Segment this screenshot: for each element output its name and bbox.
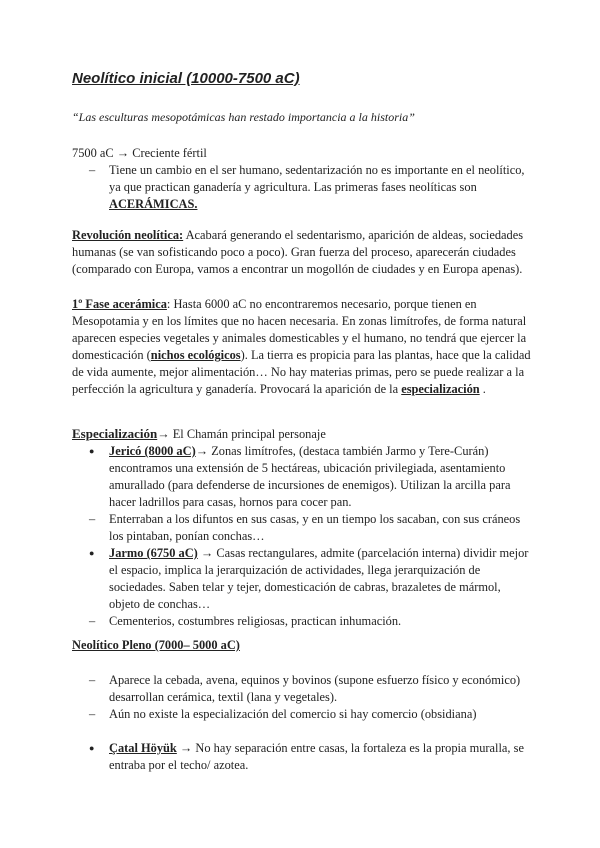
especializacion-section — [72, 425, 532, 630]
pleno-section — [72, 672, 532, 723]
list-item: – Enterraban a los difuntos en sus casas, y en un tiempo los sacaban, con sus cráneos los pintaban, ponían conchas… — [72, 511, 532, 545]
page-title: Neolítico inicial (10000-7500 aC) — [72, 70, 300, 87]
revolucion-term: Revolución neolítica: — [72, 228, 184, 242]
enterraban-list — [72, 511, 532, 545]
list-item — [72, 545, 532, 613]
jerico-text: → Zonas limítrofes, (destaca también Jarmo y Tere-Curán) encontramos una extensión de 5 hectáreas, ubicación privilegiada, asentamiento amurallado (para defenderse de incursiones de enemigos). Utilizan la arcilla para hacer ladrillos para casas, hornos para cocer pan. — [109, 444, 511, 509]
especializacion-heading — [72, 425, 532, 443]
revolucion-text: Acabará generando el sedentarismo, aparición de aldeas, sociedades humanas (se van sofisticando poco a poco). Gran fuerza del proceso, aparecerán ciudades (comparado con Europa, vamos a encontrar un mogollón de ciudades y en Europa apenas). — [72, 228, 524, 276]
list-item: – Cementerios, costumbres religiosas, practican inhumación. — [72, 613, 532, 630]
especializacion-term: Especialización — [72, 426, 158, 441]
fase-term: 1º Fase acerámica — [72, 297, 167, 311]
fase-paragraph — [72, 296, 532, 398]
pleno-heading-wrap — [72, 637, 532, 654]
creciente-heading: 7500 aC → Creciente fértil — [72, 146, 207, 160]
nichos-term: nichos ecológicos — [150, 348, 241, 362]
jarmo-list — [72, 545, 532, 613]
quote: “Las esculturas mesopotámicas han restado importancia a la historia” — [72, 110, 415, 124]
revolucion-paragraph — [72, 227, 532, 278]
creciente-item-text: Tiene un cambio en el ser humano, sedentarización no es importante en el neolítico, ya que practican ganadería y agricultura. Las primeras fases neolíticas son — [109, 163, 525, 194]
especializacion-term-inline: especialización — [401, 382, 480, 396]
list-item — [72, 740, 532, 774]
catal-section — [72, 740, 532, 774]
jarmo-term: Jarmo (6750 aC) — [109, 546, 198, 560]
fase-text-2: ). La tierra es propicia para las plantas, hace que la calidad de vida aumente, mejor alimentación… No hay materias primas, pero se puede realizar a la perfección la agricultura y ganadería. Provocará la aparición de la — [72, 348, 531, 396]
list-item — [72, 162, 532, 213]
aceramicas-term: ACERÁMICAS. — [109, 197, 198, 211]
especializacion-text: → El Chamán principal personaje — [157, 427, 326, 441]
catal-text: → No hay separación entre casas, la fortaleza es la propia muralla, se entraba por el techo/ azotea. — [109, 741, 524, 772]
fase-text-3: . — [479, 382, 486, 396]
list-item: – Aún no existe la especialización del comercio si hay comercio (obsidiana) — [72, 706, 532, 723]
jerico-list — [72, 443, 532, 511]
jarmo-text: → Casas rectangulares, admite (parcelación interna) dividir mejor el espacio, implica la jerarquización de actividades, llega jerarquización de sociedades. Saben telar y tejer, domesticación de cabras, brazaletes de mármol, objeto de conchas… — [109, 546, 529, 611]
creciente-list — [72, 162, 532, 213]
catal-term: Çatal Höyük — [109, 741, 177, 755]
cementerios-list — [72, 613, 532, 630]
jerico-term: Jericó (8000 aC) — [109, 444, 196, 458]
creciente-section — [72, 145, 532, 213]
list-item: – Aparece la cebada, avena, equinos y bovinos (supone esfuerzo físico y económico) desarrollan cerámica, textil (lana y vegetales). — [72, 672, 532, 706]
pleno-heading: Neolítico Pleno (7000– 5000 aC) — [72, 638, 240, 652]
pleno-list — [72, 672, 532, 723]
catal-list — [72, 740, 532, 774]
list-item — [72, 443, 532, 511]
fase-text-1: : Hasta 6000 aC no encontraremos necesario, porque tienen en Mesopotamia y en los límites que no hacen necesaria. En zonas limítrofes, de forma natural aparecen especies vegetales y animales domesticables y el humano, no tendrá que ejercer la domesticación ( — [72, 297, 527, 362]
